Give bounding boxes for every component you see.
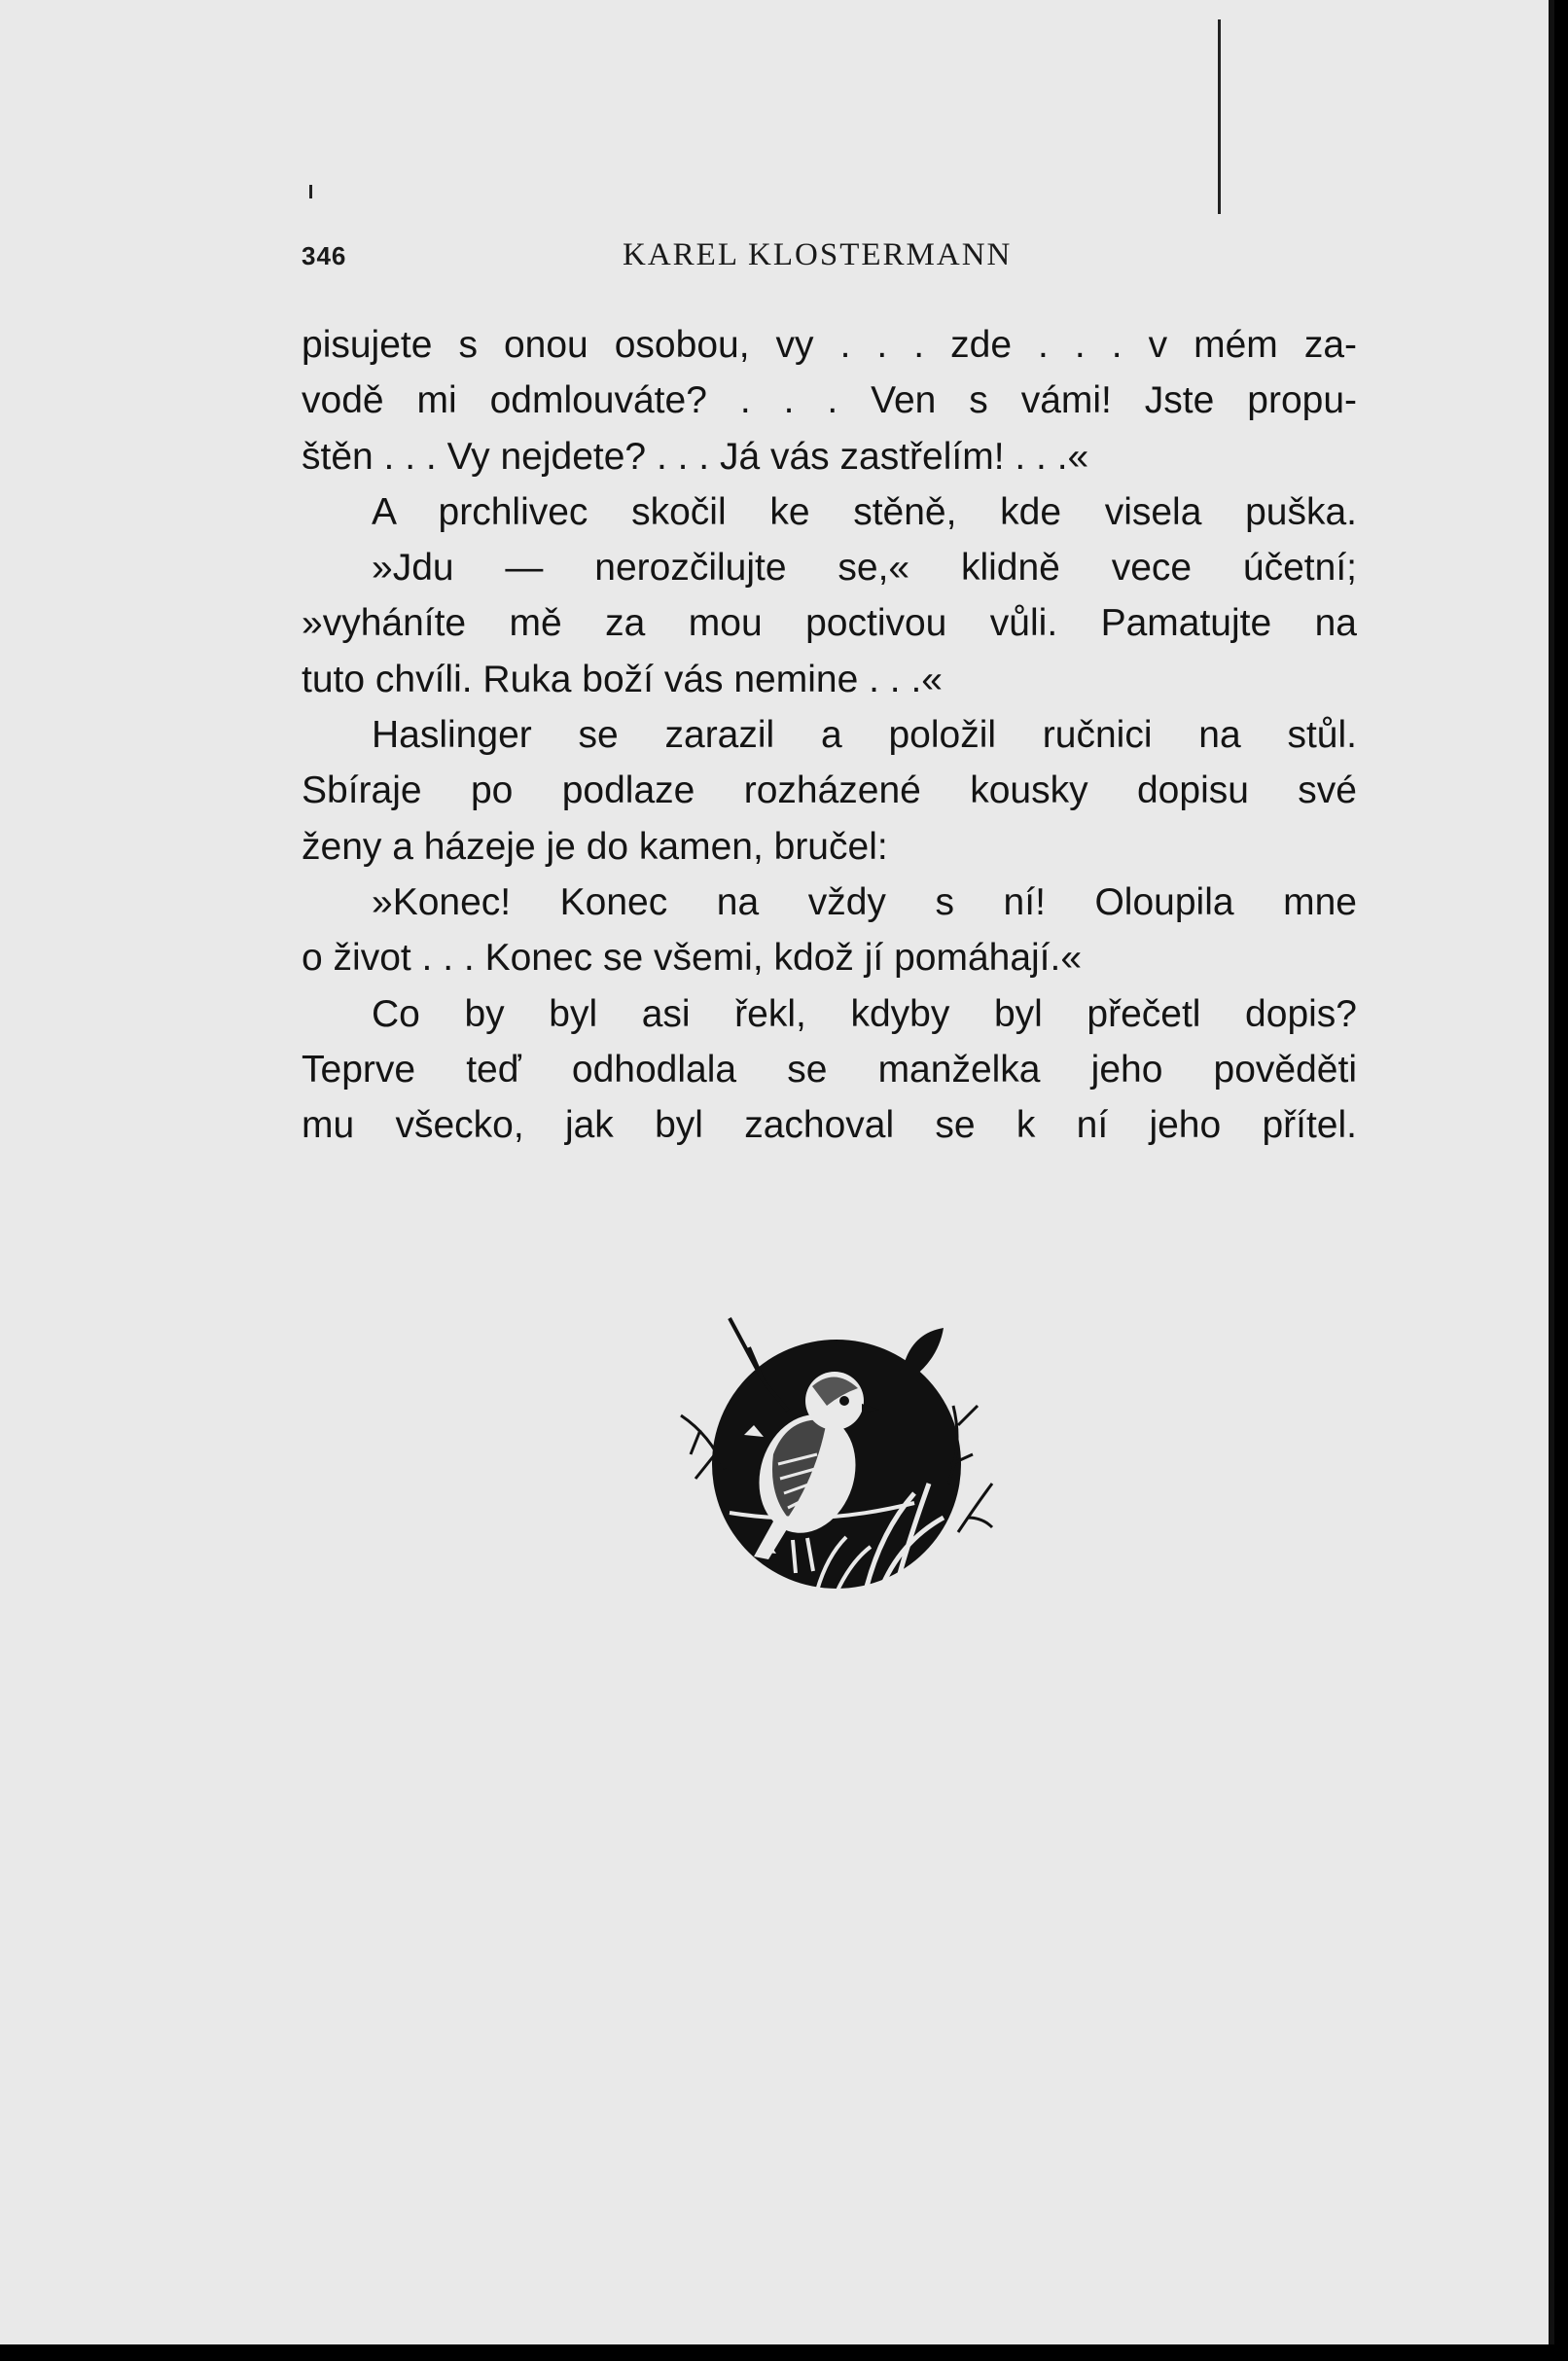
text-line: »Konec! Konec na vždy s ní! Oloupila mne [372, 880, 1357, 923]
bird-on-branch-vignette-icon [671, 1308, 1002, 1610]
text-line: ženy a házeje je do kamen, bručel: [302, 825, 888, 868]
text-line: Co by byl asi řekl, kdyby byl přečetl dopis? [372, 992, 1357, 1035]
text-line: tuto chvíli. Ruka boží vás nemine . . .« [302, 658, 943, 700]
text-line: štěn . . . Vy nejdete? . . . Já vás zastřelím! . . .« [302, 435, 1089, 478]
scan-artifact-line [1218, 19, 1221, 214]
running-head: KAREL KLOSTERMANN [623, 237, 1013, 272]
text-line: o život . . . Konec se všemi, kdož jí pomáhají.« [302, 937, 1083, 980]
text-line: pisujete s onou osobou, vy . . . zde . . . v mém za- [302, 324, 1357, 366]
text-line: »Jdu — nerozčilujte se,« klidně vece účetní; [372, 547, 1357, 590]
text-line: mu všecko, jak byl zachoval se k ní jeho přítel. [302, 1104, 1357, 1147]
scan-artifact-line [309, 185, 312, 198]
text-line: vodě mi odmlouváte? . . . Ven s vámi! Jste propu- [302, 379, 1357, 422]
text-line: Haslinger se zarazil a položil ručnici na stůl. [372, 714, 1357, 757]
text-line: »vyháníte mě za mou poctivou vůli. Pamatujte na [302, 602, 1357, 645]
text-line: A prchlivec skočil ke stěně, kde visela puška. [372, 490, 1357, 533]
page-number: 346 [302, 241, 347, 270]
page-header [302, 233, 1357, 282]
text-line: Sbíraje po podlaze rozházené kousky dopisu své [302, 769, 1357, 812]
text-line: Teprve teď odhodlala se manželka jeho pověděti [302, 1048, 1357, 1091]
body-text [302, 317, 1357, 1153]
